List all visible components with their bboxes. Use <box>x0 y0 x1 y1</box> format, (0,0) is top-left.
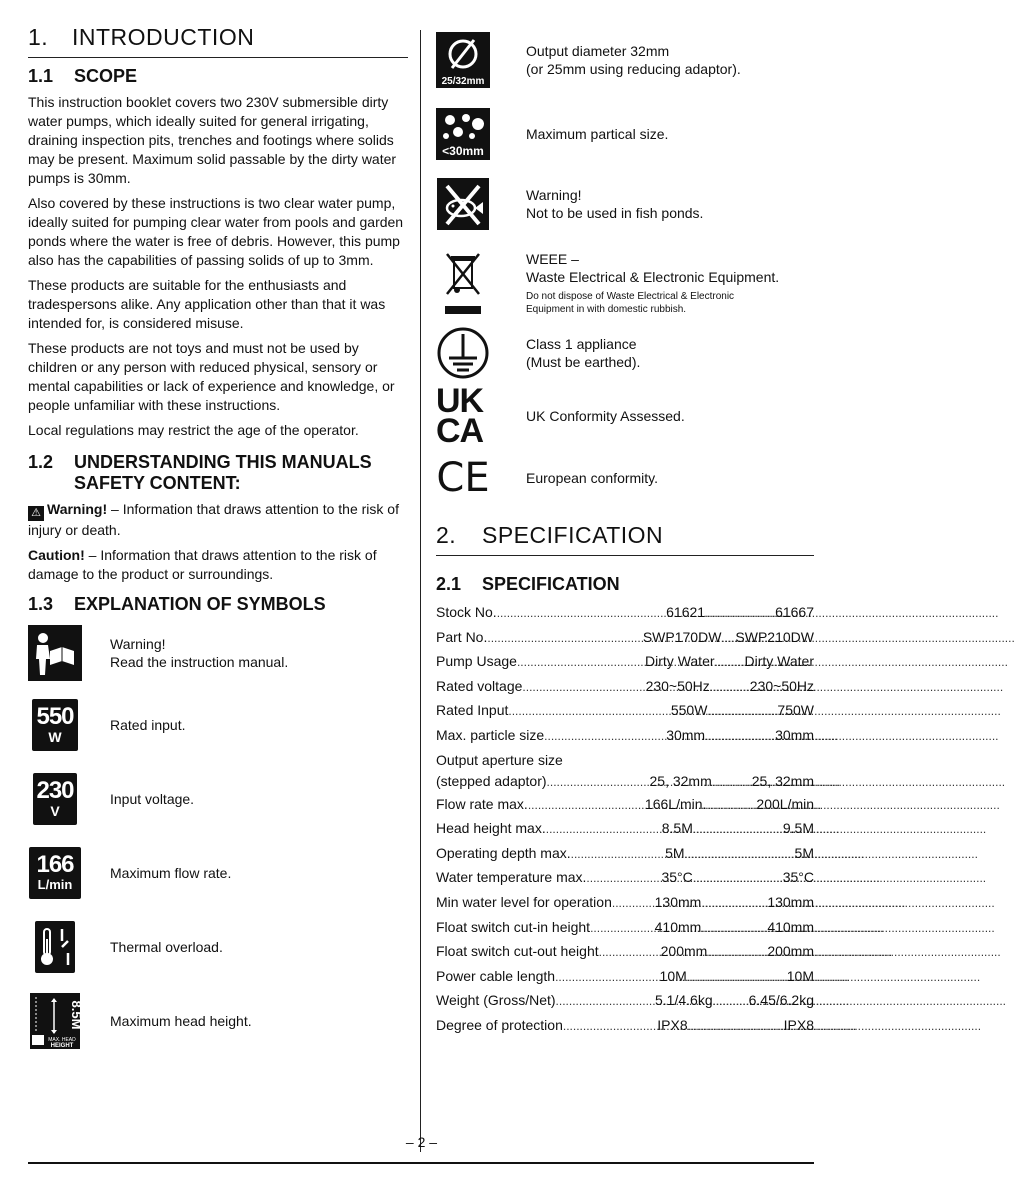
spec-label: Float switch cut-out height <box>436 943 599 960</box>
spec-value-model-1: 166L/min. <box>644 795 707 812</box>
spec-value-model-1: 35°C <box>661 869 693 886</box>
spec-value-model-1: SWP170DW <box>642 628 722 645</box>
subsection-title: SCOPE <box>74 66 138 86</box>
ukca-mark-icon <box>436 382 490 450</box>
particle-size-icon <box>436 108 490 160</box>
symbol-label: (Must be earthed). <box>526 354 641 370</box>
scope-paragraph: Also covered by these instructions is two clear water pump, ideally suited for pumping clear water from pools and garden ponds where the water is free of debris. However, this pump also has the capabilities of passing solids of up to 3mm. <box>28 195 404 268</box>
icon-value: 166 <box>36 851 74 878</box>
spec-row <box>436 965 814 990</box>
flow-rate-icon <box>28 845 82 901</box>
spec-value-model-1: 10M <box>659 967 687 984</box>
spec-row <box>436 989 814 1014</box>
symbol-row <box>436 178 703 230</box>
warning-triangle-icon: ⚠ <box>28 506 44 521</box>
subsection-number: 1.1 <box>28 66 54 86</box>
spec-value-model-2: 130mm <box>767 893 814 910</box>
thermal-overload-icon <box>28 919 82 975</box>
section-heading-specification <box>436 522 814 549</box>
subsection-heading-safety <box>28 452 408 494</box>
subsection-heading-symbols <box>28 594 408 615</box>
spec-row <box>436 1014 814 1039</box>
symbol-label: Maximum flow rate. <box>110 865 232 881</box>
spec-value-model-2: 9.5M <box>782 820 814 837</box>
svg-text:8.5M: 8.5M <box>69 1000 84 1030</box>
warning-definition <box>28 500 408 540</box>
spec-value-model-2: 61667 <box>775 604 814 620</box>
scope-paragraph: Local regulations may restrict the age of the operator. <box>28 422 359 438</box>
spec-label: Output aperture size <box>436 751 563 768</box>
ukca-mark-text: CA <box>436 412 484 450</box>
symbol-label: European conformity. <box>526 470 659 486</box>
no-fish-icon <box>436 178 490 230</box>
symbol-row <box>436 455 659 501</box>
scope-paragraph: This instruction booklet covers two 230V submersible dirty water pumps, which ideally suited for general irrigating, draining inspection pits, trenches and footings where solids may be present. Maximum solid passable by the dirty water pumps is 30mm. <box>28 94 397 186</box>
symbol-row <box>28 993 252 1049</box>
svg-text:<30mm: <30mm <box>442 144 484 158</box>
icon-value: 230 <box>36 777 74 804</box>
caution-text: – Information that draws attention to the risk of damage to the product or surroundings. <box>28 547 377 582</box>
symbol-row <box>436 32 741 88</box>
ukca-mark-text: UK <box>436 382 484 420</box>
warning-text: – Information that draws attention to the risk of injury or death. <box>28 501 399 538</box>
section-title: SPECIFICATION <box>482 522 664 548</box>
symbol-note: Equipment in with domestic rubbish. <box>526 304 687 315</box>
spec-table <box>436 601 814 1039</box>
spec-value-model-1: IPX8 <box>657 1016 688 1033</box>
subsection-title: EXPLANATION OF SYMBOLS <box>74 594 326 614</box>
spec-row <box>436 770 814 793</box>
spec-row <box>436 793 814 818</box>
spec-label: Part No. <box>436 628 488 645</box>
spec-row <box>436 724 814 749</box>
symbol-row <box>28 697 186 753</box>
spec-row <box>436 650 814 675</box>
symbol-row <box>28 845 231 901</box>
footer-rule <box>28 1162 814 1164</box>
spec-value-model-2: 30mm <box>775 726 814 743</box>
spec-value-model-2: SWP210DW <box>735 628 814 645</box>
symbol-row <box>436 108 668 160</box>
symbol-note: Do not dispose of Waste Electrical & Electronic <box>526 291 735 302</box>
icon-value: 550 <box>36 703 74 730</box>
left-column <box>28 24 408 1061</box>
spec-label: (stepped adaptor) <box>436 772 547 789</box>
spec-label: Pump Usage <box>436 653 517 670</box>
spec-row <box>436 626 814 651</box>
spec-value-model-2: IPX8 <box>783 1016 814 1033</box>
spec-value-model-2: 35°C <box>782 869 814 886</box>
spec-value-model-1: 25, 32mm <box>649 772 712 789</box>
spec-value-model-1: 8.5M <box>661 820 693 837</box>
read-manual-icon <box>28 625 82 681</box>
symbol-label: Warning! <box>526 187 582 203</box>
svg-text:25/32mm: 25/32mm <box>441 76 485 87</box>
spec-label: Float switch cut-in height <box>436 918 591 935</box>
spec-value-model-1: 5M <box>665 844 685 861</box>
spec-row <box>436 891 814 916</box>
spec-row <box>436 699 814 724</box>
icon-unit: W <box>48 729 62 745</box>
spec-row <box>436 940 814 965</box>
warning-label: Warning! <box>47 501 108 517</box>
symbol-label: Thermal overload. <box>110 939 223 955</box>
symbol-label: (or 25mm using reducing adaptor). <box>526 61 741 77</box>
spec-value-model-2: 200mm <box>767 943 814 960</box>
spec-row <box>436 817 814 842</box>
spec-row <box>436 601 814 626</box>
spec-label: Weight (Gross/Net) <box>436 992 556 1009</box>
symbol-label: Output diameter 32mm <box>526 43 670 59</box>
section-number: 2. <box>436 522 457 548</box>
section-title: INTRODUCTION <box>72 24 255 50</box>
symbol-row <box>436 250 779 316</box>
section-number: 1. <box>28 24 49 50</box>
symbol-row <box>436 382 685 450</box>
spec-label: Stock No. <box>436 604 497 620</box>
subsection-number: 1.2 <box>28 452 54 472</box>
symbol-label: Warning! <box>110 636 166 652</box>
symbol-label: Maximum head height. <box>110 1013 252 1029</box>
symbol-list-right <box>436 24 814 501</box>
earth-symbol-icon <box>436 326 490 380</box>
spec-row <box>436 751 814 770</box>
spec-value-model-2: 5M <box>794 844 814 861</box>
spec-value-model-2: 410mm <box>767 918 814 935</box>
page-number: – 2 – <box>405 1134 438 1150</box>
spec-label: Rated voltage <box>436 677 523 694</box>
symbol-row <box>28 771 194 827</box>
weee-bin-icon <box>436 250 490 316</box>
svg-text:HEIGHT: HEIGHT <box>50 1043 74 1049</box>
symbol-label: Maximum partical size. <box>526 126 669 142</box>
scope-paragraph: These products are suitable for the enthusiasts and tradespersons alike. Any application other than that it was intended for, is considered misuse. <box>28 277 386 331</box>
spec-value-model-1: Dirty Water <box>645 653 715 670</box>
symbol-list-left <box>28 621 408 1061</box>
spec-label: Power cable length <box>436 967 556 984</box>
symbol-row <box>28 919 223 975</box>
spec-row <box>436 842 814 867</box>
subsection-number: 1.3 <box>28 594 54 614</box>
ce-mark-icon <box>436 455 490 501</box>
symbol-label: Waste Electrical & Electronic Equipment. <box>526 269 780 285</box>
subsection-heading-specification <box>436 574 814 595</box>
symbol-label: WEEE – <box>526 251 579 267</box>
section-heading-introduction <box>28 24 408 51</box>
svg-text:MAX. HEAD: MAX. HEAD <box>48 1037 76 1043</box>
head-height-icon <box>28 993 82 1049</box>
column-divider <box>420 30 421 1152</box>
heading-rule <box>28 57 408 58</box>
heading-rule <box>436 555 814 556</box>
caution-label: Caution! <box>28 547 85 563</box>
symbol-label: Input voltage. <box>110 791 195 807</box>
spec-value-model-2: Dirty Water <box>744 653 814 670</box>
spec-value-model-1: 410mm <box>654 918 702 935</box>
spec-row <box>436 866 814 891</box>
ce-mark-text: CE <box>436 455 490 501</box>
spec-label: Head height max. <box>436 820 546 837</box>
spec-label: Min water level for operation <box>436 893 612 910</box>
spec-label: Degree of protection <box>436 1016 563 1033</box>
icon-unit: V <box>50 803 60 819</box>
symbol-row <box>28 625 288 681</box>
spec-value-model-2: 750W <box>777 702 814 719</box>
symbol-label: Class 1 appliance <box>526 336 637 352</box>
symbol-row <box>436 326 640 380</box>
icon-unit: L/min <box>37 877 73 892</box>
symbol-label: UK Conformity Assessed. <box>526 408 685 424</box>
subsection-number: 2.1 <box>436 574 462 594</box>
spec-value-model-2: 25, 32mm <box>751 772 814 789</box>
spec-value-model-2: 6.45/6.2kg <box>748 992 814 1009</box>
subsection-heading-scope <box>28 66 408 87</box>
spec-value-model-1: 550W <box>670 702 708 719</box>
spec-row <box>436 916 814 941</box>
caution-definition <box>28 546 408 584</box>
output-diameter-icon <box>436 32 490 88</box>
spec-row <box>436 675 814 700</box>
spec-label: Operating depth max. <box>436 844 571 861</box>
scope-paragraph: These products are not toys and must not be used by children or any person with reduced physical, sensory or mental capabilities or lack of experience and knowledge, or people unfamiliar with these instructions. <box>28 340 395 413</box>
input-voltage-icon <box>28 771 82 827</box>
spec-value-model-1: 30mm <box>666 726 706 743</box>
spec-label: Rated Input <box>436 702 509 719</box>
spec-label: Water temperature max. <box>436 869 587 886</box>
symbol-label: Not to be used in fish ponds. <box>526 205 704 221</box>
spec-value-model-1: 130mm <box>654 893 702 910</box>
right-column <box>436 24 814 1039</box>
spec-value-model-1: 230~50Hz <box>645 677 710 694</box>
spec-label: Flow rate max. <box>436 795 528 812</box>
symbol-label: Rated input. <box>110 717 186 733</box>
spec-value-model-1: 61621 <box>666 604 706 620</box>
spec-label: Max. particle size <box>436 726 545 743</box>
spec-value-model-1: 5.1/4.6kg <box>655 992 713 1009</box>
spec-value-model-2: 230~50Hz <box>749 677 814 694</box>
rated-input-icon <box>28 697 82 753</box>
symbol-label: Read the instruction manual. <box>110 654 289 670</box>
spec-value-model-2: 10M <box>786 967 814 984</box>
subsection-title: UNDERSTANDING THIS MANUALS SAFETY CONTENT: <box>74 452 372 493</box>
spec-value-model-1: 200mm <box>660 943 708 960</box>
subsection-title: SPECIFICATION <box>482 574 620 594</box>
spec-value-model-2: 200L/min <box>756 795 814 812</box>
